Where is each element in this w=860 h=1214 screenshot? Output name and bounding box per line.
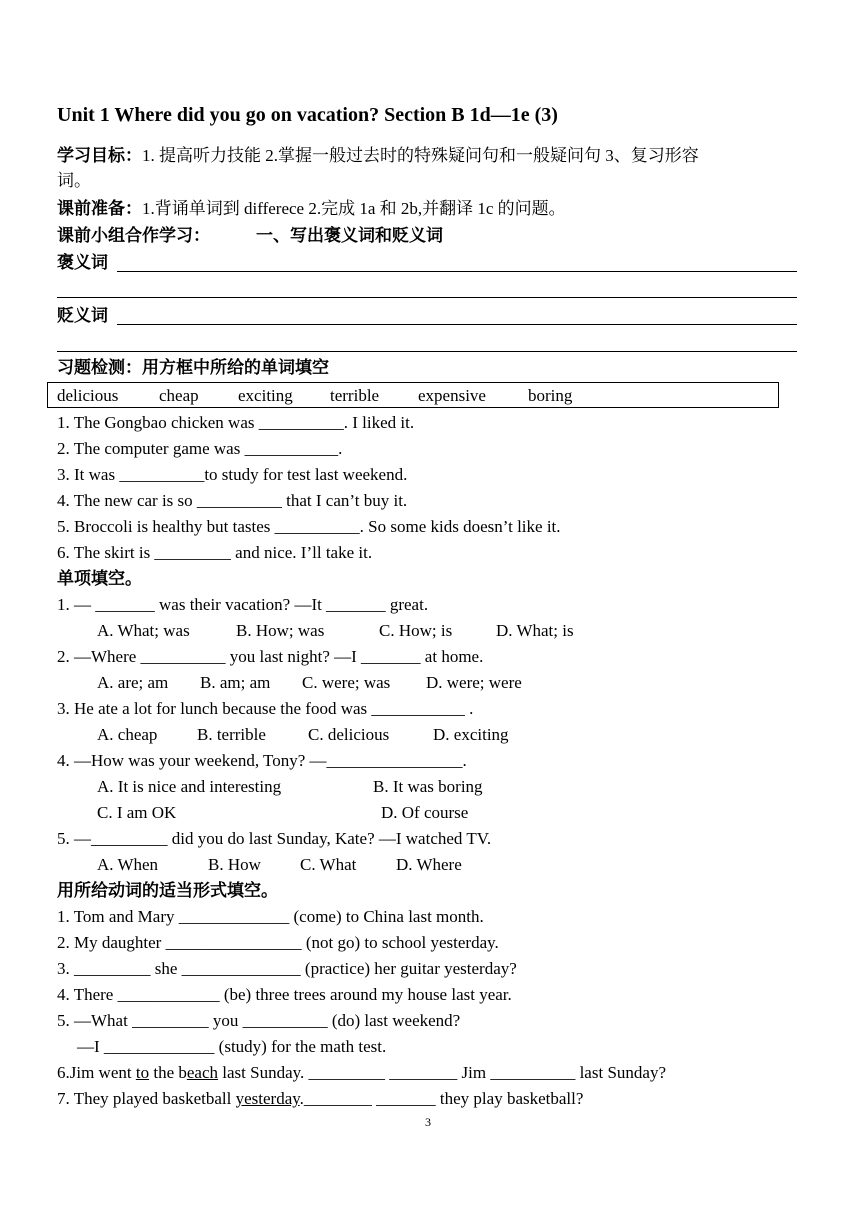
prep-label: 课前准备：: [57, 199, 142, 218]
mc-option[interactable]: D. were; were: [426, 673, 522, 692]
negative-label: 贬义词: [57, 306, 108, 325]
exercise-item: 1. The Gongbao chicken was __________. I liked it.: [57, 413, 415, 432]
positive-line-2[interactable]: [57, 297, 797, 298]
verb-item: 2. My daughter ________________ (not go) to school yesterday.: [57, 933, 499, 952]
mc-option[interactable]: B. terrible: [197, 725, 266, 744]
verb-item-6-post: last Sunday. _________ ________ Jim __________ last Sunday?: [218, 1063, 666, 1082]
mc-option[interactable]: B. How; was: [236, 621, 325, 640]
mc-option[interactable]: C. were; was: [302, 673, 391, 692]
mc-option[interactable]: C. delicious: [308, 725, 390, 744]
exercise-item: 3. It was __________to study for test last weekend.: [57, 465, 408, 484]
mc-option[interactable]: C. I am OK: [97, 803, 177, 822]
objectives-line: [57, 145, 699, 167]
exercise-heading: 习题检测：用方框中所给的单词填空: [57, 358, 329, 377]
word-box: [47, 382, 779, 408]
mc-option[interactable]: B. How: [208, 855, 261, 874]
verb-item: 1. Tom and Mary _____________ (come) to China last month.: [57, 907, 484, 926]
negative-line-1[interactable]: [117, 324, 797, 325]
verbs-heading: 用所给动词的适当形式填空。: [57, 881, 278, 900]
positive-line-1[interactable]: [117, 271, 797, 272]
verb-item-6-pre: 6.Jim went: [57, 1063, 136, 1082]
verb-item-7-pre: 7. They played basketball: [57, 1089, 236, 1108]
mc-question: 2. —Where __________ you last night? —I _______ at home.: [57, 647, 484, 666]
prep-line: [57, 198, 566, 220]
mc-option[interactable]: D. Where: [396, 855, 462, 874]
prep-text: 1.背诵单词到 differece 2.完成 1a 和 2b,并翻译 1c 的问题。: [142, 199, 566, 218]
mc-question: 3. He ate a lot for lunch because the food was ___________ .: [57, 699, 474, 718]
word-box-item: cheap: [159, 386, 199, 405]
objectives-text: 1. 提高听力技能 2.掌握一般过去时的特殊疑问句和一般疑问句 3、复习形容: [142, 146, 699, 165]
word-box-item: expensive: [418, 386, 486, 405]
group-label: 课前小组合作学习：: [57, 226, 210, 245]
mc-option[interactable]: B. It was boring: [373, 777, 483, 796]
mc-question: 1. — _______ was their vacation? —It _______ great.: [57, 595, 429, 614]
word-box-item: exciting: [238, 386, 293, 405]
verb-item-6-underlined: to: [135, 1063, 150, 1082]
word-box-item: terrible: [330, 386, 380, 405]
verb-item-7-post: .________ _______ they play basketball?: [299, 1089, 584, 1108]
mc-option[interactable]: A. It is nice and interesting: [97, 777, 282, 796]
verb-item: 5. —What _________ you __________ (do) last weekend?: [57, 1011, 461, 1030]
exercise-item: 6. The skirt is _________ and nice. I’ll take it.: [57, 543, 373, 562]
mc-option[interactable]: C. How; is: [379, 621, 453, 640]
mc-option[interactable]: A. are; am: [97, 673, 169, 692]
word-box-item: delicious: [57, 386, 119, 405]
mc-option[interactable]: A. What; was: [97, 621, 190, 640]
verb-item-7: [57, 1088, 583, 1110]
mc-option[interactable]: A. cheap: [97, 725, 158, 744]
verb-item-6-mid: the b: [149, 1063, 187, 1082]
mc-heading: 单项填空。: [57, 569, 142, 588]
mc-option[interactable]: D. What; is: [496, 621, 574, 640]
mc-option[interactable]: D. Of course: [381, 803, 469, 822]
page-number: 3: [425, 1115, 431, 1129]
verb-item-6-underlined: each: [186, 1063, 219, 1082]
objectives-line-2: 词。: [57, 171, 91, 190]
exercise-item: 5. Broccoli is healthy but tastes __________. So some kids doesn’t like it.: [57, 517, 561, 536]
exercise-item: 2. The computer game was ___________.: [57, 439, 343, 458]
mc-question: 5. —_________ did you do last Sunday, Kate? —I watched TV.: [57, 829, 492, 848]
verb-item-7-underlined: yesterday: [235, 1089, 300, 1108]
group-line: [57, 225, 443, 247]
negative-line-2[interactable]: [57, 351, 797, 352]
verb-item: —I _____________ (study) for the math test.: [77, 1037, 387, 1056]
mc-option[interactable]: A. When: [97, 855, 159, 874]
mc-option[interactable]: D. exciting: [433, 725, 509, 744]
mc-option[interactable]: C. What: [300, 855, 357, 874]
mc-option[interactable]: B. am; am: [200, 673, 271, 692]
mc-question: 4. —How was your weekend, Tony? —________________.: [57, 751, 467, 770]
exercise-item: 4. The new car is so __________ that I can’t buy it.: [57, 491, 408, 510]
positive-label: 褒义词: [57, 253, 108, 272]
verb-item-6: [57, 1062, 666, 1084]
verb-item: 4. There ____________ (be) three trees around my house last year.: [57, 985, 512, 1004]
page-title: Unit 1 Where did you go on vacation? Section B 1d—1e (3): [57, 104, 558, 126]
word-box-item: boring: [528, 386, 573, 405]
verb-item: 3. _________ she ______________ (practice) her guitar yesterday?: [57, 959, 517, 978]
group-task: 一、写出褒义词和贬义词: [256, 226, 443, 245]
objectives-label: 学习目标：: [57, 146, 142, 165]
